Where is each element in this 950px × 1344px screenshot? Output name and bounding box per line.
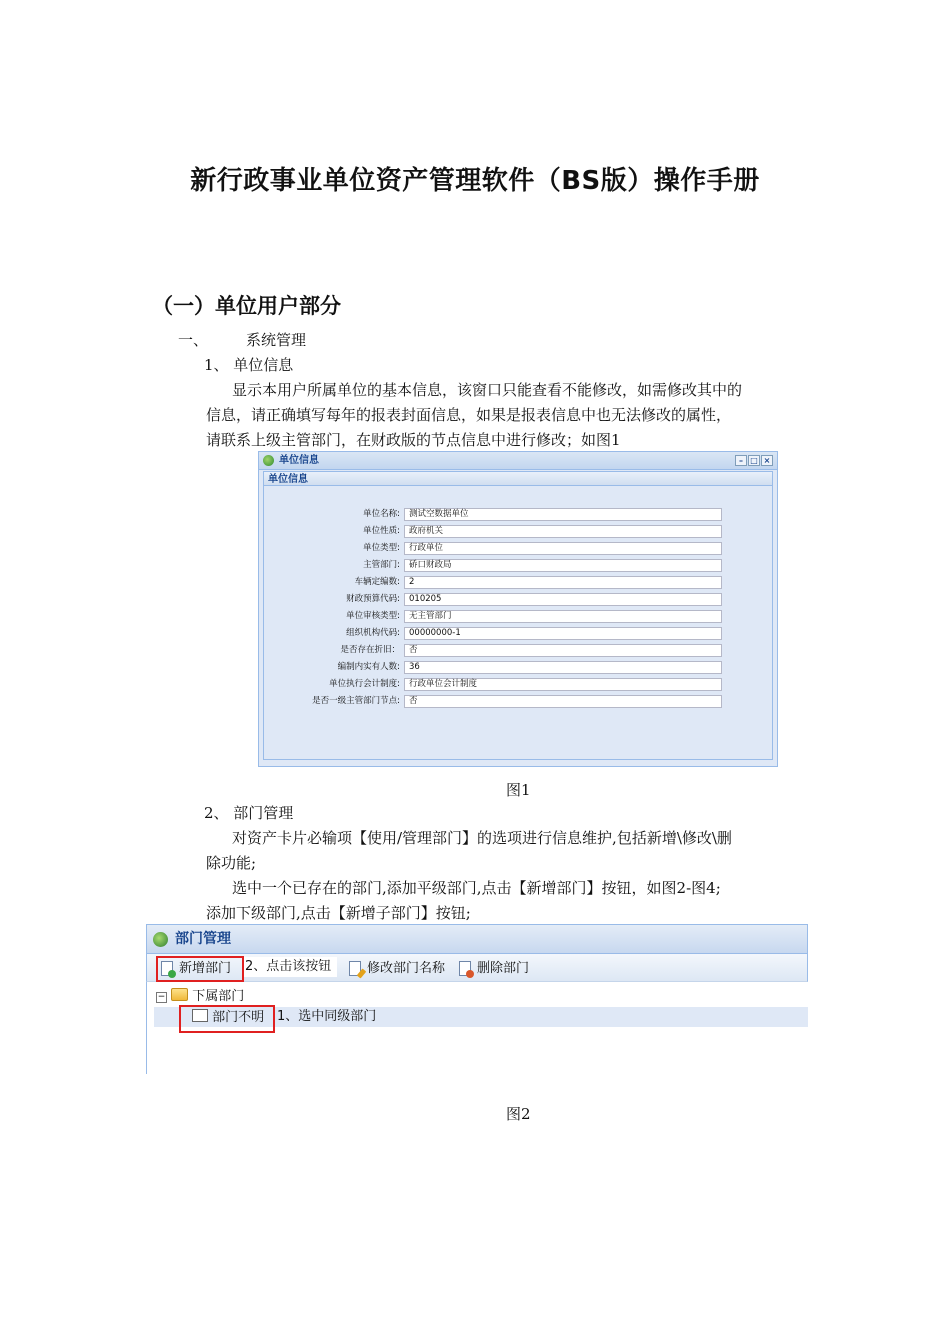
field-value[interactable]: 测试空数据单位 [404, 508, 722, 521]
form-row [264, 694, 418, 709]
field-label: 车辆定编数: [354, 577, 400, 587]
form-row [264, 558, 452, 573]
form-row [264, 575, 415, 590]
field-label: 主管部门: [363, 560, 400, 570]
field-label: 单位性质: [363, 526, 400, 536]
field-label: 单位执行会计制度: [329, 679, 400, 689]
figure-caption: 图2 [506, 1105, 531, 1123]
field-value[interactable]: 无主管部门 [404, 610, 722, 623]
field-label: 财政预算代码: [346, 594, 400, 604]
form-row [264, 643, 418, 658]
paragraph-line: 信息，请正确填写每年的报表封面信息，如果是报表信息中也无法修改的属性， [206, 406, 732, 424]
tree-child-label: 部门不明 [212, 1010, 265, 1025]
field-label: 是否存在折旧： [340, 645, 400, 655]
annotation-click: 2、点击该按钮 [243, 957, 337, 977]
chapter-number: 一、 [178, 331, 209, 349]
paragraph-line: 添加下级部门,点击【新增子部门】按钮; [206, 904, 471, 922]
folder-icon [171, 988, 188, 1001]
rename-dept-label: 修改部门名称 [367, 961, 446, 976]
figure-caption: 图1 [506, 781, 531, 799]
tree-root-label: 下属部门 [192, 989, 245, 1004]
form-row [264, 677, 478, 692]
window-title: 单位信息 [279, 455, 319, 466]
toolbar [146, 954, 808, 982]
window-titlebar[interactable] [146, 924, 808, 954]
form-row [264, 507, 469, 522]
form-row [264, 541, 444, 556]
field-value[interactable]: 行政单位会计制度 [404, 678, 722, 691]
minimize-icon[interactable]: – [735, 455, 747, 466]
item-heading: 2、 部门管理 [204, 804, 294, 822]
field-value[interactable]: 否 [404, 644, 722, 657]
field-value[interactable]: 010205 [404, 593, 722, 606]
gear-icon [153, 932, 168, 947]
field-value[interactable]: 00000000-1 [404, 627, 722, 640]
field-value[interactable]: 否 [404, 695, 722, 708]
window-title: 部门管理 [175, 931, 231, 947]
field-value[interactable]: 36 [404, 661, 722, 674]
field-label: 单位名称: [363, 509, 400, 519]
field-label: 编制内实有人数: [337, 662, 400, 672]
paragraph-line: 显示本用户所属单位的基本信息，该窗口只能查看不能修改，如需修改其中的 [232, 381, 743, 399]
collapse-icon[interactable]: − [157, 992, 166, 1002]
delete-dept-label: 删除部门 [477, 961, 530, 976]
highlight-box [156, 956, 244, 982]
window-titlebar[interactable] [259, 452, 777, 470]
add-dept-label: 新增部门 [179, 961, 232, 976]
form-row [264, 609, 452, 624]
panel-header: 单位信息 [263, 471, 773, 486]
dept-manage-window [146, 924, 808, 1074]
form-row [264, 592, 442, 607]
doc-title: 新行政事业单位资产管理软件（BS版）操作手册 [190, 166, 760, 196]
paragraph-line: 选中一个已存在的部门,添加平级部门,点击【新增部门】按钮，如图2-图4; [232, 879, 721, 897]
tree-root[interactable] [156, 988, 244, 1006]
field-label: 组织机构代码: [346, 628, 400, 638]
chapter-title: 系统管理 [246, 331, 307, 349]
field-label: 是否一级主管部门节点: [312, 696, 400, 706]
form-body [263, 486, 773, 760]
delete-doc-icon [459, 961, 471, 976]
highlight-box [179, 1005, 275, 1033]
close-icon[interactable]: × [761, 455, 773, 466]
item-heading: 1、 单位信息 [204, 356, 294, 374]
paragraph-line: 请联系上级主管部门，在财政版的节点信息中进行修改；如图1 [206, 431, 621, 449]
delete-dept-button[interactable] [459, 959, 529, 979]
window-border [146, 982, 147, 1074]
gear-icon [263, 455, 274, 466]
field-label: 单位类型: [363, 543, 400, 553]
field-label: 单位审核类型: [346, 611, 400, 621]
rename-dept-button[interactable] [349, 959, 445, 979]
form-row [264, 524, 444, 539]
annotation-select: 1、选中同级部门 [277, 1009, 377, 1024]
unit-info-window [258, 451, 778, 767]
field-value[interactable]: 硚口财政局 [404, 559, 722, 572]
form-row [264, 660, 420, 675]
paragraph-line: 除功能; [206, 854, 257, 872]
field-value[interactable]: 政府机关 [404, 525, 722, 538]
field-value[interactable]: 行政单位 [404, 542, 722, 555]
edit-doc-icon [349, 961, 361, 976]
section-heading: （一）单位用户部分 [152, 294, 341, 318]
field-value[interactable]: 2 [404, 576, 722, 589]
paragraph-line: 对资产卡片必输项【使用/管理部门】的选项进行信息维护,包括新增\修改\删 [232, 829, 732, 847]
maximize-icon[interactable]: □ [748, 455, 760, 466]
form-row [264, 626, 461, 641]
